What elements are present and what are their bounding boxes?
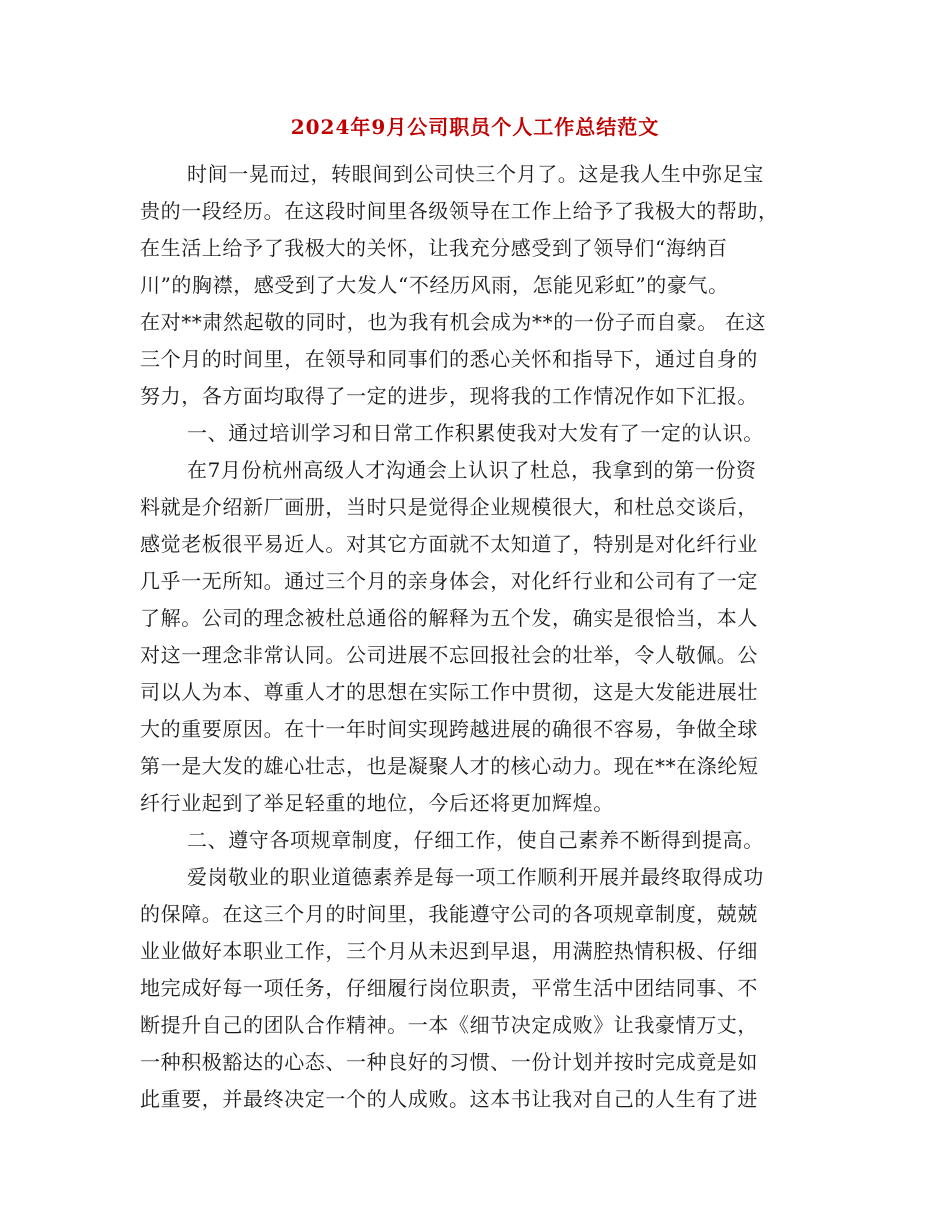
- text-line: 努力，各方面均取得了一定的进步，现将我的工作情况作如下汇报。: [140, 384, 758, 408]
- text-line: 的保障。在这三个月的时间里，我能遵守公司的各项规章制度，兢兢: [140, 902, 758, 926]
- text-line: 第一是大发的雄心壮志，也是凝聚人才的核心动力。现在**在涤纶短: [140, 754, 759, 778]
- text-line: 三个月的时间里，在领导和同事们的悉心关怀和指导下，通过自身的: [140, 347, 758, 371]
- text-line: 川”的胸襟，感受到了大发人“不经历风雨，怎能见彩虹”的豪气。: [140, 273, 729, 297]
- text-line: 司以人为本、尊重人才的思想在实际工作中贯彻，这是大发能进展壮: [140, 680, 758, 704]
- text-line: 地完成好每一项任务，仔细履行岗位职责，平常生活中团结同事、不: [140, 976, 758, 1000]
- text-line: 在生活上给予了我极大的关怀，让我充分感受到了领导们“海纳百: [140, 236, 728, 260]
- section-heading: 一、通过培训学习和日常工作积累使我对大发有了一定的认识。: [187, 421, 764, 445]
- text-line: 断提升自己的团队合作精神。一本《细节决定成败》让我豪情万丈，: [140, 1013, 758, 1037]
- text-line: 在对**肃然起敬的同时，也为我有机会成为**的一份子而自豪。 在这: [140, 310, 767, 334]
- document-title: 2024年9月公司职员个人工作总结范文: [290, 115, 660, 139]
- text-line: 在7月份杭州高级人才沟通会上认识了杜总，我拿到的第一份资: [187, 458, 757, 482]
- text-line: 了解。公司的理念被杜总通俗的解释为五个发，确实是很恰当，本人: [140, 606, 758, 630]
- text-line: 对这一理念非常认同。公司进展不忘回报社会的壮举，令人敬佩。公: [140, 643, 758, 667]
- text-line: 一种积极豁达的心态、一种良好的习惯、一份计划并按时完成竟是如: [140, 1050, 758, 1074]
- text-line: 料就是介绍新厂画册，当时只是觉得企业规模很大，和杜总交谈后，: [140, 495, 758, 519]
- text-line: 几乎一无所知。通过三个月的亲身体会，对化纤行业和公司有了一定: [140, 569, 758, 593]
- text-line: 贵的一段经历。在这段时间里各级领导在工作上给予了我极大的帮助，: [140, 199, 779, 223]
- text-line: 时间一晃而过，转眼间到公司快三个月了。这是我人生中弥足宝: [187, 162, 764, 186]
- text-line: 纤行业起到了举足轻重的地位，今后还将更加辉煌。: [140, 791, 614, 815]
- text-line: 业业做好本职业工作，三个月从未迟到早退，用满腔热情积极、仔细: [140, 939, 758, 963]
- text-line: 此重要，并最终决定一个的人成败。这本书让我对自己的人生有了进: [140, 1087, 758, 1111]
- text-line: 大的重要原因。在十一年时间实现跨越进展的确很不容易，争做全球: [140, 717, 758, 741]
- text-line: 感觉老板很平易近人。对其它方面就不太知道了，特别是对化纤行业: [140, 532, 758, 556]
- text-line: 爱岗敬业的职业道德素养是每一项工作顺利开展并最终取得成功: [187, 865, 764, 889]
- section-heading: 二、遵守各项规章制度，仔细工作，使自己素养不断得到提高。: [187, 828, 764, 852]
